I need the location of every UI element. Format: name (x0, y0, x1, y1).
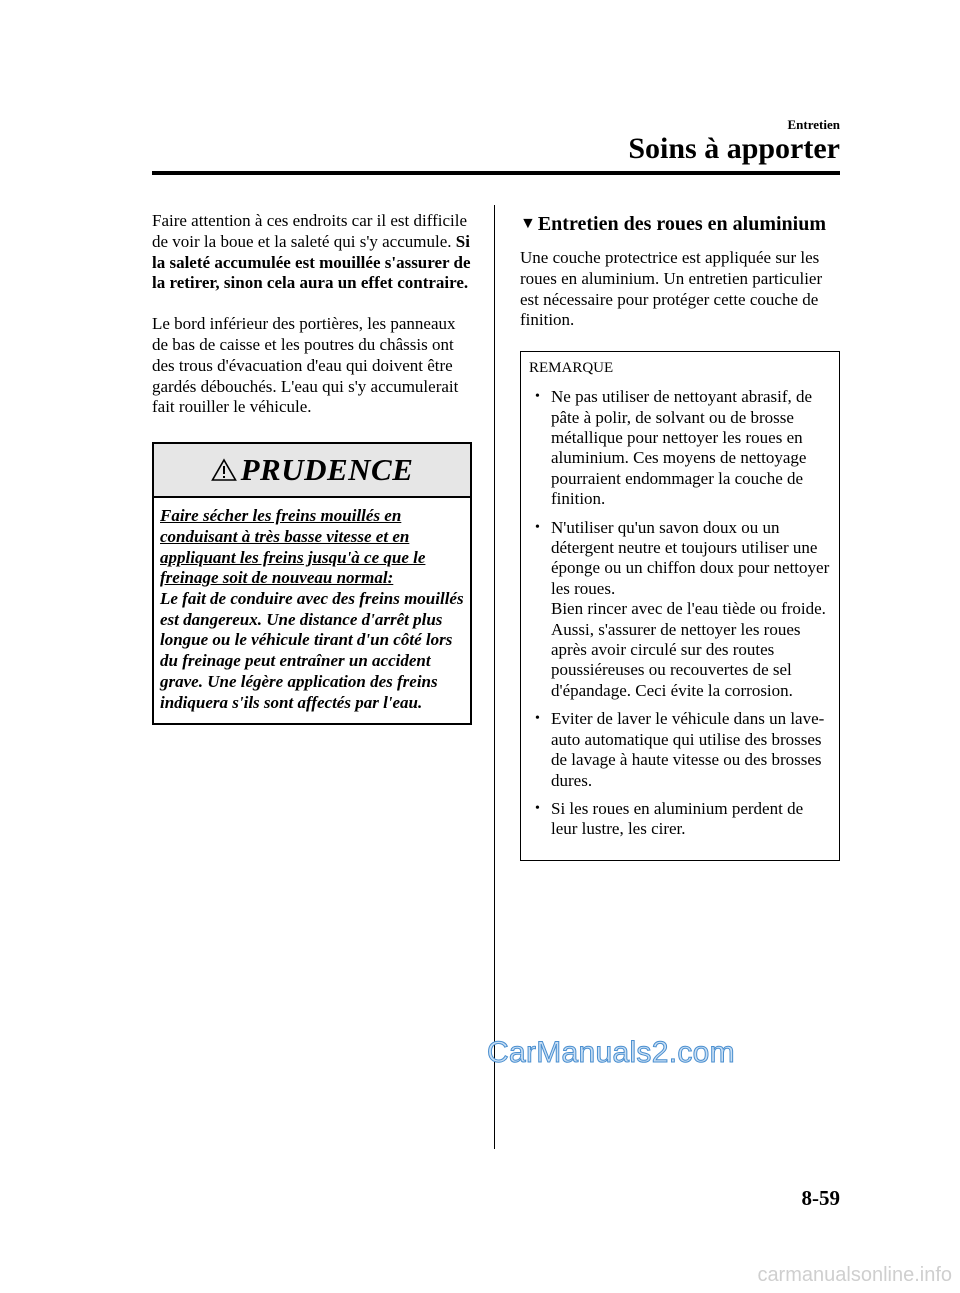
down-triangle-icon: ▼ (520, 215, 536, 232)
column-divider (494, 205, 495, 1149)
section-heading-text: Entretien des roues en aluminium (537, 213, 827, 235)
note-item-extra: Bien rincer avec de l'eau tiède ou froide. Aussi, s'assurer de nettoyer les roues après avoir circulé sur des routes poussiéreuses ou recouvertes de sel d'épandage. Ceci évite la corrosion. (551, 599, 826, 700)
paragraph-wheels-intro: Une couche protectrice est appliquée sur les roues en aluminium. Un entretien particulier est nécessaire pour protéger cette couche de finition. (520, 248, 823, 330)
note-item (529, 799, 833, 840)
warning-triangle-icon (211, 458, 237, 482)
running-head-section: Entretien (787, 117, 840, 132)
note-item (529, 518, 833, 702)
section-heading (520, 212, 840, 236)
note-box (520, 351, 840, 861)
note-item-text: • N'utiliser qu'un savon doux ou un détergent neutre et toujours utiliser une éponge ou un chiffon doux pour nettoyer les roues. (551, 517, 830, 598)
left-column (152, 211, 472, 725)
paragraph-dirt (152, 211, 472, 294)
site-watermark: CarManuals2.com (487, 1036, 735, 1069)
note-item-text: • Si les roues en aluminium perdent de leur lustre, les cirer. (551, 798, 804, 839)
running-head-title: Soins à apporter (628, 132, 840, 165)
note-title: REMARQUE (529, 360, 614, 377)
caution-title: PRUDENCE (240, 452, 414, 488)
caution-instruction: Faire sécher les freins mouillés en conduisant à très basse vitesse et en appliquant les freins jusqu'à ce que le freinage soit de nouveau normal: (160, 506, 426, 588)
right-column (520, 212, 840, 861)
note-list (521, 387, 839, 840)
note-item-text: • Eviter de laver le véhicule dans un lave-auto automatique qui utilise des brosses de lavage à haute vitesse ou des brosses dures. (551, 709, 825, 790)
footer-watermark: carmanualsonline.info (757, 1264, 952, 1286)
paragraph-dirt-plain: Faire attention à ces endroits car il est difficile de voir la boue et la saleté qui s'y accumule. (152, 211, 468, 251)
note-item-text: • Ne pas utiliser de nettoyant abrasif, de pâte à polir, de solvant ou de brosse métallique pour nettoyer les roues en aluminium. Ces moyens de nettoyage pourraient endommager la couche de finition. (551, 387, 813, 509)
note-item (529, 709, 833, 791)
caution-explanation: Le fait de conduire avec des freins mouillés est dangereux. Une distance d'arrêt plus longue ou le véhicule tirant d'un côté lors du freinage peut entraîner un accident grave. Une légère application des freins indiquera s'ils sont affectés par l'eau. (160, 588, 464, 712)
caution-header (154, 444, 470, 498)
paragraph-drain-holes: Le bord inférieur des portières, les panneaux de bas de caisse et les poutres du châssis ont des trous d'évacuation d'eau qui doivent être gardés débouchés. L'eau qui s'y accumulerait fait rouiller le véhicule. (152, 314, 459, 417)
caution-body (154, 498, 470, 723)
note-item (529, 387, 833, 509)
page-number: 8-59 (801, 1186, 840, 1210)
header-rule (152, 171, 840, 175)
caution-box (152, 442, 472, 725)
paragraph-dirt-bold: Si la saleté accumulée est mouillée s'assurer de la retirer, sinon cela aura un effet contraire. (152, 231, 471, 293)
